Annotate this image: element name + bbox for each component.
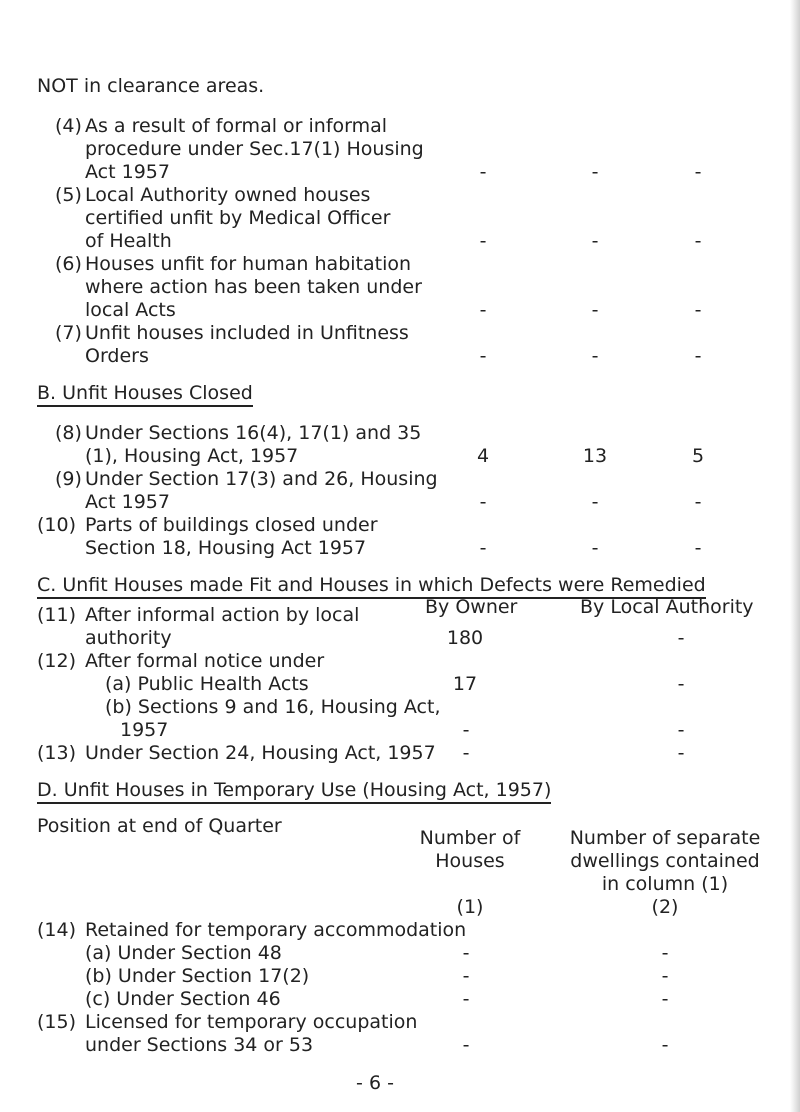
cell-value: - xyxy=(677,627,685,649)
item-number: (6) xyxy=(55,253,82,275)
item-number: (9) xyxy=(55,468,82,490)
header-line: Houses xyxy=(435,850,505,872)
cell-value: - xyxy=(694,537,702,559)
item-line: Act 1957 xyxy=(85,491,170,513)
cell-value: - xyxy=(591,230,599,252)
cell-value: - xyxy=(462,742,470,764)
item-line: (a) Under Section 48 xyxy=(85,942,282,964)
cell-value: - xyxy=(479,161,487,183)
cell-value: - xyxy=(591,299,599,321)
item-number: (12) xyxy=(37,650,77,672)
item-line: Section 18, Housing Act 1957 xyxy=(85,537,367,559)
item-line: under Sections 34 or 53 xyxy=(85,1034,314,1056)
section-d-heading: D. Unfit Houses in Temporary Use (Housing Act, 1957) xyxy=(37,779,551,804)
column-header-dwellings xyxy=(555,827,775,896)
section-c-heading: C. Unfit Houses made Fit and Houses in which Defects were Remedied xyxy=(37,574,706,599)
item-number: (7) xyxy=(55,322,82,344)
item-number: (4) xyxy=(55,115,82,137)
cell-value: - xyxy=(462,942,470,964)
cell-value: 4 xyxy=(476,445,490,467)
item-line: Local Authority owned houses xyxy=(85,184,371,206)
item-line: (a) Public Health Acts xyxy=(105,673,309,695)
cell-value: - xyxy=(661,942,669,964)
cell-value: - xyxy=(661,988,669,1010)
item-line: (1), Housing Act, 1957 xyxy=(85,445,299,467)
cell-value: - xyxy=(677,673,685,695)
cell-value: - xyxy=(694,299,702,321)
item-line: (b) Sections 9 and 16, Housing Act, xyxy=(105,696,441,718)
column-header-houses xyxy=(400,827,540,873)
item-line: 1957 xyxy=(120,719,169,741)
cell-value: 180 xyxy=(446,627,484,649)
cell-value: - xyxy=(677,719,685,741)
item-line: After informal action by local xyxy=(85,604,360,626)
header-line: Number of separate xyxy=(569,827,761,849)
cell-value: - xyxy=(479,230,487,252)
item-number: (5) xyxy=(55,184,82,206)
cell-value: - xyxy=(462,988,470,1010)
item-line: Parts of buildings closed under xyxy=(85,514,378,536)
item-number: (11) xyxy=(37,604,77,626)
cell-value: - xyxy=(591,161,599,183)
cell-value: - xyxy=(479,537,487,559)
item-number: (13) xyxy=(37,742,77,764)
cell-value: 17 xyxy=(452,673,478,695)
page-edge-shadow xyxy=(790,0,800,1112)
cell-value: - xyxy=(462,719,470,741)
item-number: (10) xyxy=(37,514,77,536)
column-header-authority: By Local Authority xyxy=(580,596,754,618)
item-line: (c) Under Section 46 xyxy=(85,988,281,1010)
item-line: (b) Under Section 17(2) xyxy=(85,965,310,987)
cell-value: - xyxy=(661,1034,669,1056)
intro-text: NOT in clearance areas. xyxy=(37,75,265,97)
item-line: Under Section 17(3) and 26, Housing xyxy=(85,468,438,490)
cell-value: - xyxy=(661,965,669,987)
position-label: Position at end of Quarter xyxy=(37,815,282,837)
cell-value: - xyxy=(479,491,487,513)
cell-value: - xyxy=(479,299,487,321)
cell-value: - xyxy=(462,965,470,987)
item-line: authority xyxy=(85,627,172,649)
item-line: Act 1957 xyxy=(85,161,170,183)
cell-value: 5 xyxy=(691,445,705,467)
item-line: procedure under Sec.17(1) Housing xyxy=(85,138,424,160)
item-number: (15) xyxy=(37,1011,77,1033)
item-line: certified unfit by Medical Officer xyxy=(85,207,391,229)
cell-value: 13 xyxy=(582,445,608,467)
cell-value: - xyxy=(591,537,599,559)
page-number: - 6 - xyxy=(356,1072,394,1094)
cell-value: - xyxy=(591,491,599,513)
cell-value: - xyxy=(462,1034,470,1056)
header-line: Number of xyxy=(419,827,521,849)
item-line: As a result of formal or informal xyxy=(85,115,388,137)
cell-value: - xyxy=(591,345,599,367)
item-line: Retained for temporary accommodation xyxy=(85,919,467,941)
item-line: Under Section 24, Housing Act, 1957 xyxy=(85,742,436,764)
item-line: Houses unfit for human habitation xyxy=(85,253,412,275)
item-number: (14) xyxy=(37,919,77,941)
column-number-2: (2) xyxy=(651,896,679,918)
item-line: Licensed for temporary occupation xyxy=(85,1011,418,1033)
header-line: dwellings contained xyxy=(570,850,760,872)
cell-value: - xyxy=(694,230,702,252)
cell-value: - xyxy=(694,345,702,367)
column-header-owner: By Owner xyxy=(425,596,518,618)
section-b-heading: B. Unfit Houses Closed xyxy=(37,382,253,407)
item-line: After formal notice under xyxy=(85,650,325,672)
cell-value: - xyxy=(694,161,702,183)
item-number: (8) xyxy=(55,422,82,444)
cell-value: - xyxy=(677,742,685,764)
item-line: local Acts xyxy=(85,299,176,321)
cell-value: - xyxy=(694,491,702,513)
item-line: Under Sections 16(4), 17(1) and 35 xyxy=(85,422,422,444)
item-line: where action has been taken under xyxy=(85,276,422,298)
item-line: Unfit houses included in Unfitness xyxy=(85,322,409,344)
item-line: of Health xyxy=(85,230,172,252)
column-number-1: (1) xyxy=(456,896,484,918)
header-line: in column (1) xyxy=(601,873,729,895)
item-line: Orders xyxy=(85,345,149,367)
cell-value: - xyxy=(479,345,487,367)
